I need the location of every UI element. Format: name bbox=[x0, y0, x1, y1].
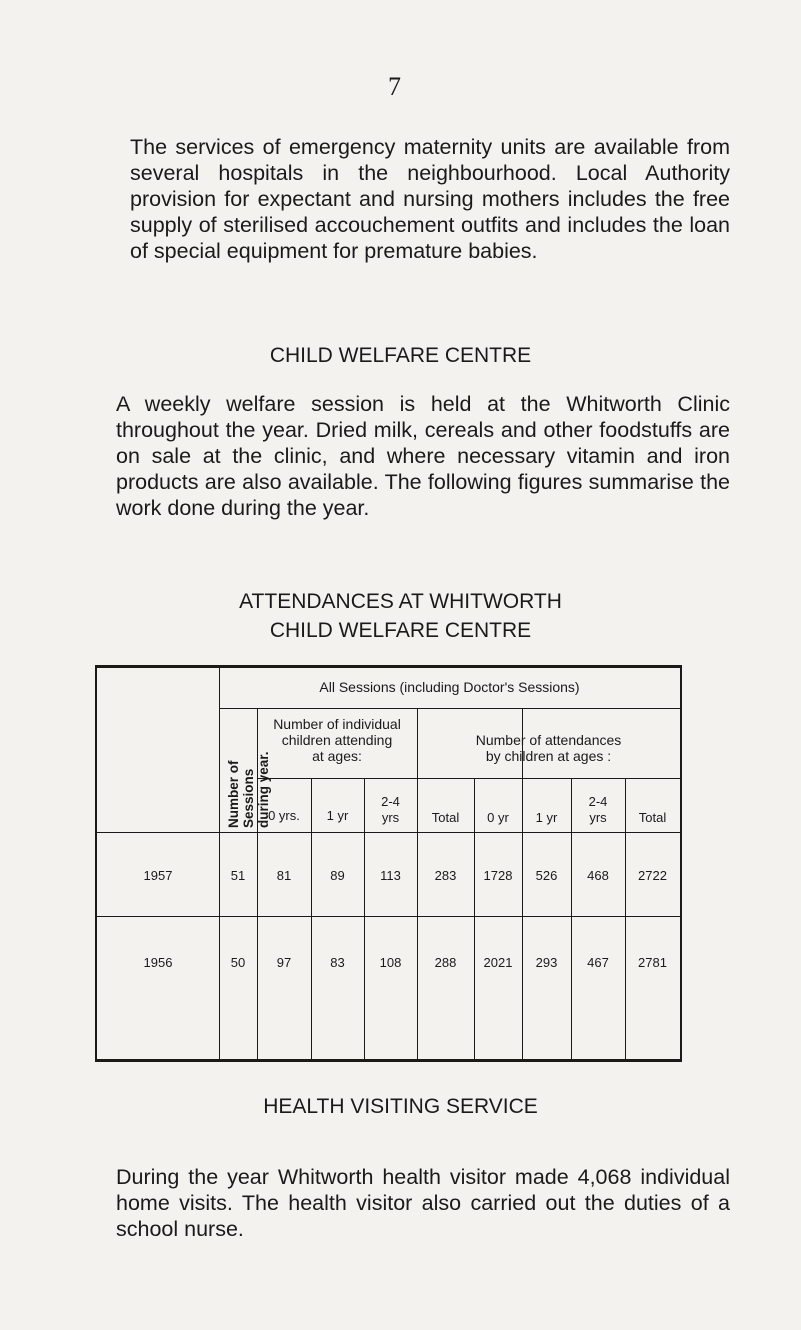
col-header-total: Total bbox=[431, 810, 460, 825]
row-sessions: 50 bbox=[230, 955, 246, 970]
col-header-att-0yr: 0 yr bbox=[487, 810, 509, 825]
row-year: 1956 bbox=[143, 955, 173, 970]
table-title-line1: ATTENDANCES AT WHITWORTH bbox=[239, 590, 562, 613]
row-cell: 293 bbox=[535, 955, 558, 970]
row-cell: 97 bbox=[276, 955, 292, 970]
health-visiting-heading: HEALTH VISITING SERVICE bbox=[263, 1095, 538, 1118]
row-cell: 288 bbox=[434, 955, 457, 970]
child-welfare-paragraph: A weekly welfare session is held at the Whitworth Clinic throughout the year. Dried milk, cereals and other foodstuffs are on sale at the clinic, and where necessary vitamin and iron products are also available. The following figures summarise the work done during the year. bbox=[116, 392, 730, 520]
col-header-2-4yrs: 2-4 yrs bbox=[381, 794, 400, 825]
row-cell: 283 bbox=[434, 868, 457, 883]
rule bbox=[219, 708, 680, 709]
row-cell: 467 bbox=[587, 955, 609, 970]
child-welfare-heading: CHILD WELFARE CENTRE bbox=[269, 344, 532, 367]
col-header-0yrs: 0 yrs. bbox=[268, 808, 300, 823]
row-cell: 81 bbox=[276, 868, 292, 883]
group-header-children: Number of individual children attending at ages: bbox=[273, 716, 401, 764]
col-header-att-total: Total bbox=[638, 810, 667, 825]
table-title-line2: CHILD WELFARE CENTRE bbox=[269, 619, 532, 642]
row-sessions: 51 bbox=[230, 868, 246, 883]
super-header: All Sessions (including Doctor's Sessions) bbox=[319, 679, 580, 695]
attendance-table bbox=[95, 665, 682, 1062]
sessions-header: Number of Sessions during year. bbox=[226, 751, 271, 828]
row-year: 1957 bbox=[143, 868, 173, 883]
rule bbox=[219, 668, 220, 1062]
table-title bbox=[0, 587, 801, 645]
rule bbox=[97, 832, 680, 833]
row-cell: 2722 bbox=[638, 868, 667, 883]
col-header-att-2-4yrs: 2-4 yrs bbox=[588, 794, 608, 825]
row-cell: 108 bbox=[379, 955, 402, 970]
rule bbox=[257, 778, 680, 779]
col-header-1yr: 1 yr bbox=[326, 808, 349, 823]
intro-paragraph: The services of emergency maternity units are available from several hospitals in the neighbourhood. Local Authority provision for expectant and nursing mothers includes the free supply of sterilised accouchement outfits and includes the loan of special equipment for premature babies. bbox=[130, 135, 730, 263]
group-header-attendances: Number of attendances by children at ages : bbox=[475, 732, 622, 764]
row-cell: 83 bbox=[330, 955, 345, 970]
row-cell: 2021 bbox=[483, 955, 513, 970]
row-cell: 113 bbox=[380, 868, 401, 883]
row-cell: 468 bbox=[587, 868, 609, 883]
page-number: 7 bbox=[388, 72, 401, 101]
row-cell: 89 bbox=[330, 868, 345, 883]
row-cell: 526 bbox=[535, 868, 558, 883]
row-cell: 2781 bbox=[638, 955, 667, 970]
rule bbox=[97, 916, 680, 917]
row-cell: 1728 bbox=[483, 868, 513, 883]
health-visiting-paragraph: During the year Whitworth health visitor made 4,068 individual home visits. The health visitor also carried out the duties of a school nurse. bbox=[116, 1165, 730, 1241]
col-header-att-1yr: 1 yr bbox=[535, 810, 558, 825]
